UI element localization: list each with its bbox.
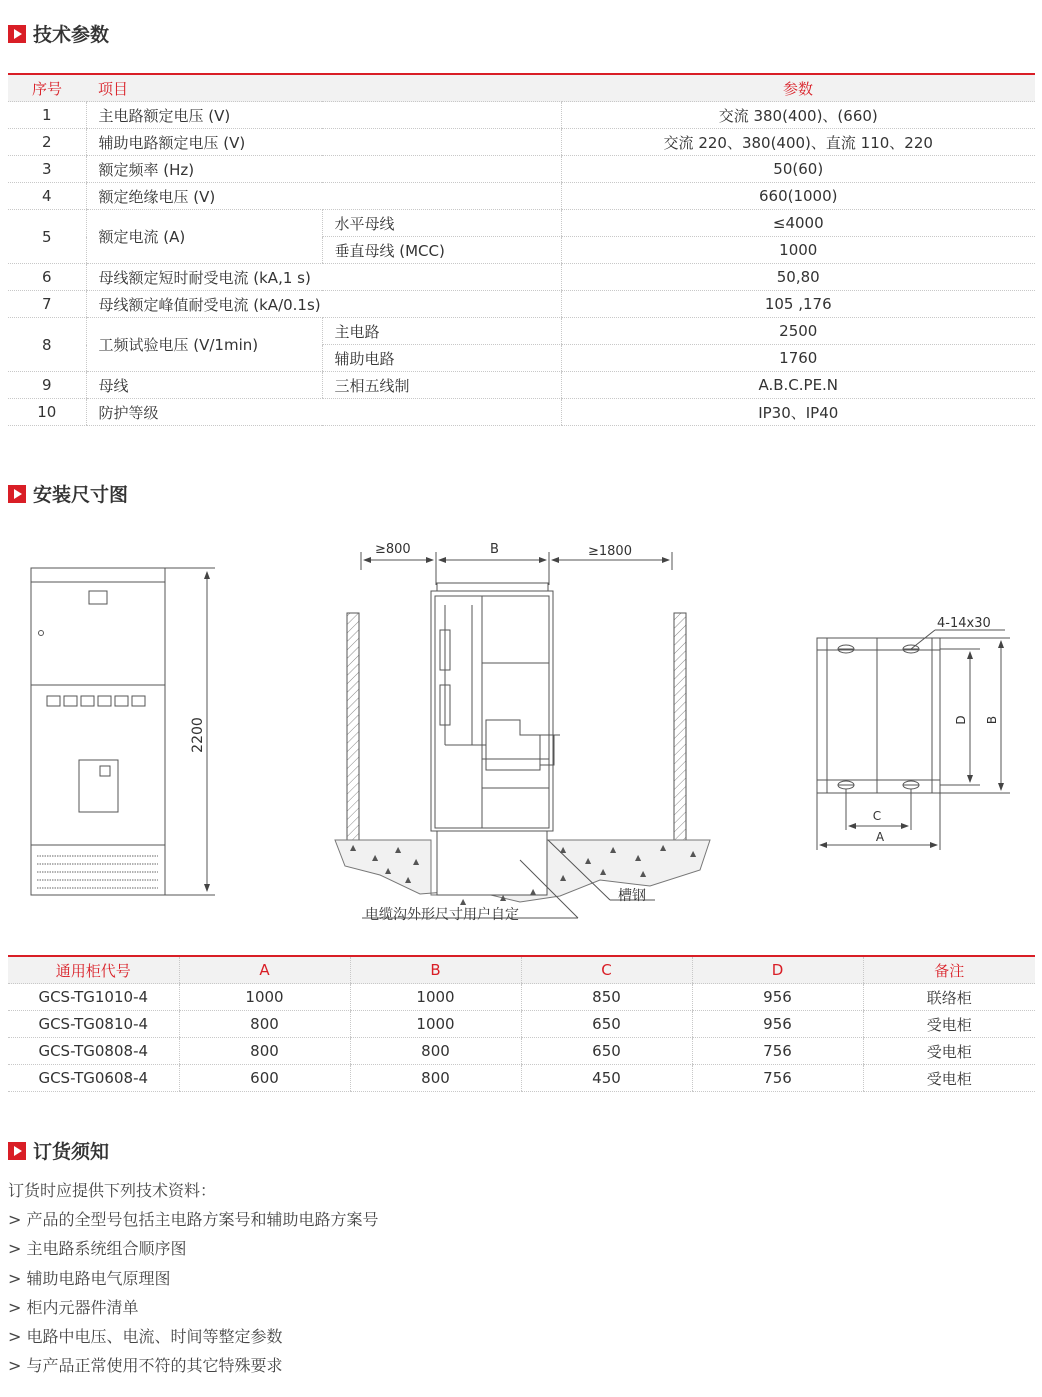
header-no: 序号 <box>8 74 86 102</box>
header-note: 备注 <box>863 956 1035 984</box>
plan-label-c: C <box>872 809 882 823</box>
table-row: 辅助电路 1760 <box>8 345 1035 372</box>
dim-left-clearance: ≥800 <box>375 542 411 557</box>
table-row: 9 母线 三相五线制 A.B.C.PE.N <box>8 372 1035 399</box>
table-row: GCS-TG0810-4 800 1000 650 956 受电柜 <box>8 1011 1035 1038</box>
header-a: A <box>179 956 350 984</box>
dim-right-clearance: ≥1800 <box>588 544 632 559</box>
svg-text:▲: ▲ <box>640 869 647 878</box>
list-item: > 产品的全型号包括主电路方案号和辅助电路方案号 <box>8 1210 379 1230</box>
trench-note-label: 电缆沟外形尺寸用户自定 <box>365 907 519 923</box>
red-arrow-icon <box>8 485 26 503</box>
installation-drawing <box>0 530 1042 930</box>
red-arrow-icon <box>8 25 26 43</box>
svg-text:▲: ▲ <box>635 853 642 862</box>
list-item: > 柜内元器件清单 <box>8 1297 139 1317</box>
table-row: 5 额定电流 (A) 水平母线 ≤4000 <box>8 210 1035 237</box>
svg-text:▲: ▲ <box>560 873 567 882</box>
header-d: D <box>692 956 863 984</box>
plan-label-d: D <box>954 715 968 725</box>
svg-text:▲: ▲ <box>500 893 507 902</box>
svg-text:▲: ▲ <box>560 845 567 854</box>
header-b: B <box>350 956 521 984</box>
table-row: 10 防护等级 IP30、IP40 <box>8 399 1035 426</box>
mounting-holes-label: 4-14x30 <box>937 616 991 631</box>
header-param: 参数 <box>561 74 1035 102</box>
svg-text:▲: ▲ <box>530 887 537 896</box>
table-row: 6 母线额定短时耐受电流 (kA,1 s) 50,80 <box>8 264 1035 291</box>
plan-label-a: A <box>875 830 885 844</box>
header-code: 通用柜代号 <box>8 956 179 984</box>
plan-label-b: B <box>985 715 999 725</box>
order-notes-list <box>8 1176 379 1380</box>
cabinet-plan-view <box>817 630 1010 850</box>
table-row: GCS-TG0808-4 800 800 650 756 受电柜 <box>8 1038 1035 1065</box>
table-row: 1 主电路额定电压 (V) 交流 380(400)、(660) <box>8 102 1035 129</box>
svg-text:▲: ▲ <box>350 843 357 852</box>
cabinet-section-view <box>335 552 710 918</box>
svg-text:▲: ▲ <box>395 845 402 854</box>
svg-text:▲: ▲ <box>372 853 379 862</box>
table-row: 3 额定频率 (Hz) 50(60) <box>8 156 1035 183</box>
table-row: GCS-TG0608-4 600 800 450 756 受电柜 <box>8 1065 1035 1092</box>
tech-params-table <box>8 73 1035 426</box>
list-item: > 电路中电压、电流、时间等整定参数 <box>8 1327 283 1347</box>
cabinet-front-view <box>31 568 215 895</box>
header-item: 项目 <box>86 74 561 102</box>
dimension-table <box>8 955 1035 1092</box>
section-title-install: 安装尺寸图 <box>8 480 128 507</box>
table-row: 2 辅助电路额定电压 (V) 交流 220、380(400)、直流 110、220 <box>8 129 1035 156</box>
table-row: 垂直母线 (MCC) 1000 <box>8 237 1035 264</box>
svg-text:▲: ▲ <box>610 845 617 854</box>
svg-text:▲: ▲ <box>585 856 592 865</box>
order-notes-intro: 订货时应提供下列技术资料： <box>8 1181 217 1200</box>
table-row: 4 额定绝缘电压 (V) 660(1000) <box>8 183 1035 210</box>
channel-steel-label: 槽钢 <box>618 888 646 904</box>
list-item: > 与产品正常使用不符的其它特殊要求 <box>8 1356 283 1376</box>
table-row: 8 工频试验电压 (V/1min) 主电路 2500 <box>8 318 1035 345</box>
svg-text:▲: ▲ <box>660 843 667 852</box>
red-arrow-icon <box>8 1142 26 1160</box>
svg-text:▲: ▲ <box>413 857 420 866</box>
list-item: > 辅助电路电气原理图 <box>8 1268 171 1288</box>
section-title-order: 订货须知 <box>8 1137 109 1164</box>
table-row: GCS-TG1010-4 1000 1000 850 956 联络柜 <box>8 984 1035 1011</box>
header-c: C <box>521 956 692 984</box>
svg-text:▲: ▲ <box>385 866 392 875</box>
dim-cabinet-width: B <box>490 542 499 557</box>
section-title-tech: 技术参数 <box>8 20 109 47</box>
svg-text:▲: ▲ <box>690 849 697 858</box>
svg-text:▲: ▲ <box>600 867 607 876</box>
table-row: 7 母线额定峰值耐受电流 (kA/0.1s) 105 ,176 <box>8 291 1035 318</box>
dim-height-label: 2200 <box>190 717 206 753</box>
list-item: > 主电路系统组合顺序图 <box>8 1239 187 1259</box>
svg-text:▲: ▲ <box>405 875 412 884</box>
svg-text:▲: ▲ <box>460 897 467 906</box>
